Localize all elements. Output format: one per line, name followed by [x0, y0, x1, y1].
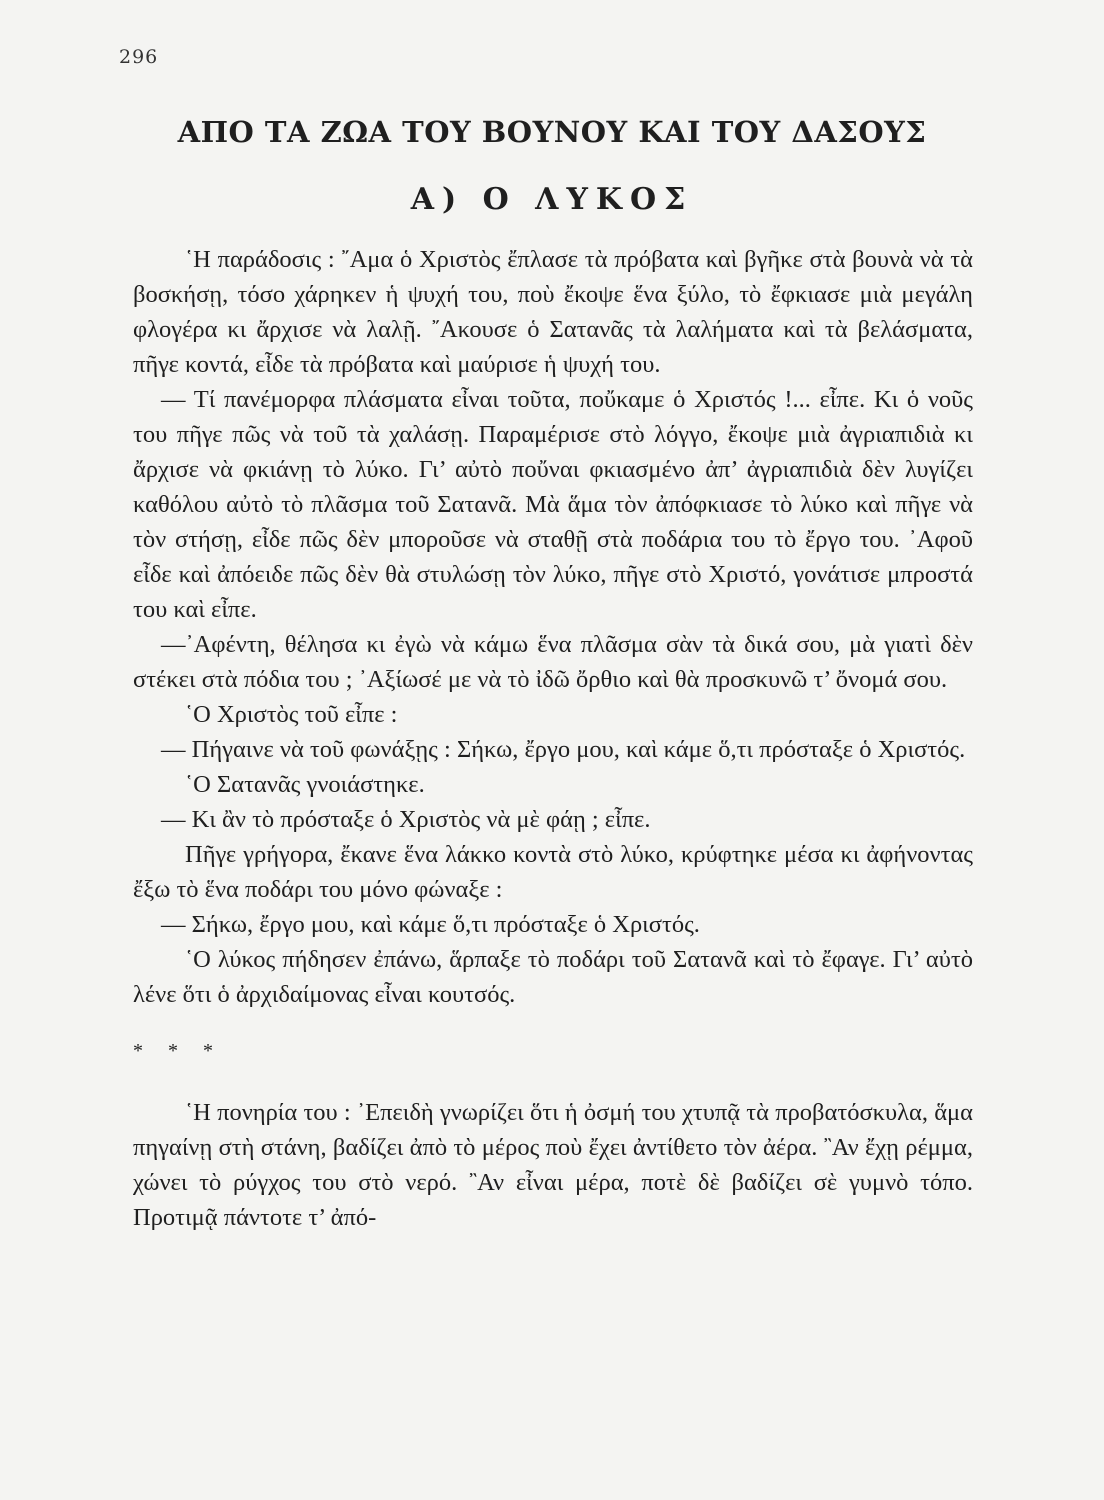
paragraph-satan-fear: — Κι ἂν τὸ πρόσταξε ὁ Χριστὸς νὰ μὲ φάῃ ; εἶπε.: [161, 806, 651, 833]
paragraph-christ-command: — Πήγαινε νὰ τοῦ φωνάξῃς : Σήκω, ἔργο μου, καὶ κάμε ὅ,τι πρόσταξε ὁ Χριστός.: [161, 736, 966, 763]
paragraph-satan-plea: —᾿Αφέντη, θέλησα κι ἐγὼ νὰ κάμω ἕνα πλᾶσμα σὰν τὰ δικά σου, μὰ γιατὶ δὲν στέκει στὰ πόδια του ; ᾿Αξίωσέ με νὰ τὸ ἰδῶ ὄρθιο καὶ θὰ προσκυνῶ τ’ ὄνομά σου.: [133, 631, 973, 693]
paragraph-satan-hides: Πῆγε γρήγορα, ἔκανε ἕνα λάκκο κοντὰ στὸ λύκο, κρύφτηκε μέσα κι ἀφήνοντας ἔξω τὸ ἕνα ποδάρι του μόνο φώναξε :: [133, 841, 973, 903]
paragraph-satan-calls: — Σήκω, ἔργο μου, καὶ κάμε ὅ,τι πρόσταξε ὁ Χριστός.: [161, 911, 700, 938]
paragraph-tradition: ῾Η παράδοσις : ῎Αμα ὁ Χριστὸς ἔπλασε τὰ πρόβατα καὶ βγῆκε στὰ βουνὰ νὰ τὰ βοσκήσῃ, τόσο χάρηκεν ἡ ψυχή του, ποὺ ἔκοψε ἕνα ξύλο, τὸ ἔφκιασε μιὰ μεγάλη φλογέρα κι ἄρχισε νὰ λαλῇ. ῎Ακουσε ὁ Σατανᾶς τὰ λαλήματα καὶ τὰ βελάσματα, πῆγε κοντά, εἶδε τὰ πρόβατα καὶ μαύρισε ἡ ψυχή του.: [133, 246, 973, 378]
main-title: ΑΠΟ ΤΑ ΖΩΑ ΤΟΥ ΒΟΥΝΟΥ ΚΑΙ ΤΟΥ ΔΑΣΟΥΣ: [177, 115, 927, 149]
page-number: 296: [119, 46, 159, 68]
paragraph-cunning: ῾Η πονηρία του : ᾿Επειδὴ γνωρίζει ὅτι ἡ ὀσμή του χτυπᾷ τὰ προβατόσκυλα, ἅμα πηγαίνῃ στὴ στάνη, βαδίζει ἀπὸ τὸ μέρος ποὺ ἔχει ἀντίθετο τὸν ἀέρα. ῍Αν ἔχῃ ρέμμα, χώνει τὸ ρύγχος του στὸ νερό. ῍Αν εἶναι μέρα, ποτὲ δὲ βαδίζει σὲ γυμνὸ τόπο. Προτιμᾷ πάντοτε τ’ ἀπό-: [133, 1099, 973, 1231]
section-separator: * * *: [133, 1040, 223, 1062]
text-body: [133, 242, 973, 1235]
paragraph-wolf-jumps: ῾Ο λύκος πήδησεν ἐπάνω, ἅρπαξε τὸ ποδάρι τοῦ Σατανᾶ καὶ τὸ ἔφαγε. Γι’ αὐτὸ λένε ὅτι ὁ ἀρχιδαίμονας εἶναι κουτσός.: [133, 946, 973, 1008]
paragraph-satan-speech: — Τί πανέμορφα πλάσματα εἶναι τοῦτα, ποὔκαμε ὁ Χριστός !... εἶπε. Κι ὁ νοῦς του πῆγε πῶς νὰ τοῦ τὰ χαλάσῃ. Παραμέρισε στὸ λόγγο, ἔκοψε μιὰ ἀγριαπιδιὰ κι ἄρχισε νὰ φκιάνῃ τὸ λύκο. Γι’ αὐτὸ ποὔναι φκιασμένο ἀπ’ ἀγριαπιδιὰ δὲν λυγίζει καθόλου αὐτὸ τὸ πλᾶσμα τοῦ Σατανᾶ. Μὰ ἅμα τὸν ἀπόφκιασε τὸ λύκο καὶ πῆγε νὰ τὸν στήσῃ, εἶδε πῶς δὲν μποροῦσε νὰ σταθῇ στὰ ποδάρια του τὸ ἔργο του. ᾿Αφοῦ εἶδε καὶ ἀπόειδε πῶς δὲν θὰ στυλώσῃ τὸν λύκο, πῆγε στὸ Χριστό, γονάτισε μπροστά του καὶ εἶπε.: [133, 386, 973, 623]
paragraph-christ-says: ῾Ο Χριστὸς τοῦ εἶπε :: [185, 701, 398, 728]
paragraph-satan-worried: ῾Ο Σατανᾶς γνοιάστηκε.: [185, 771, 425, 798]
section-title: Α) Ο ΛΥΚΟΣ: [410, 182, 694, 217]
